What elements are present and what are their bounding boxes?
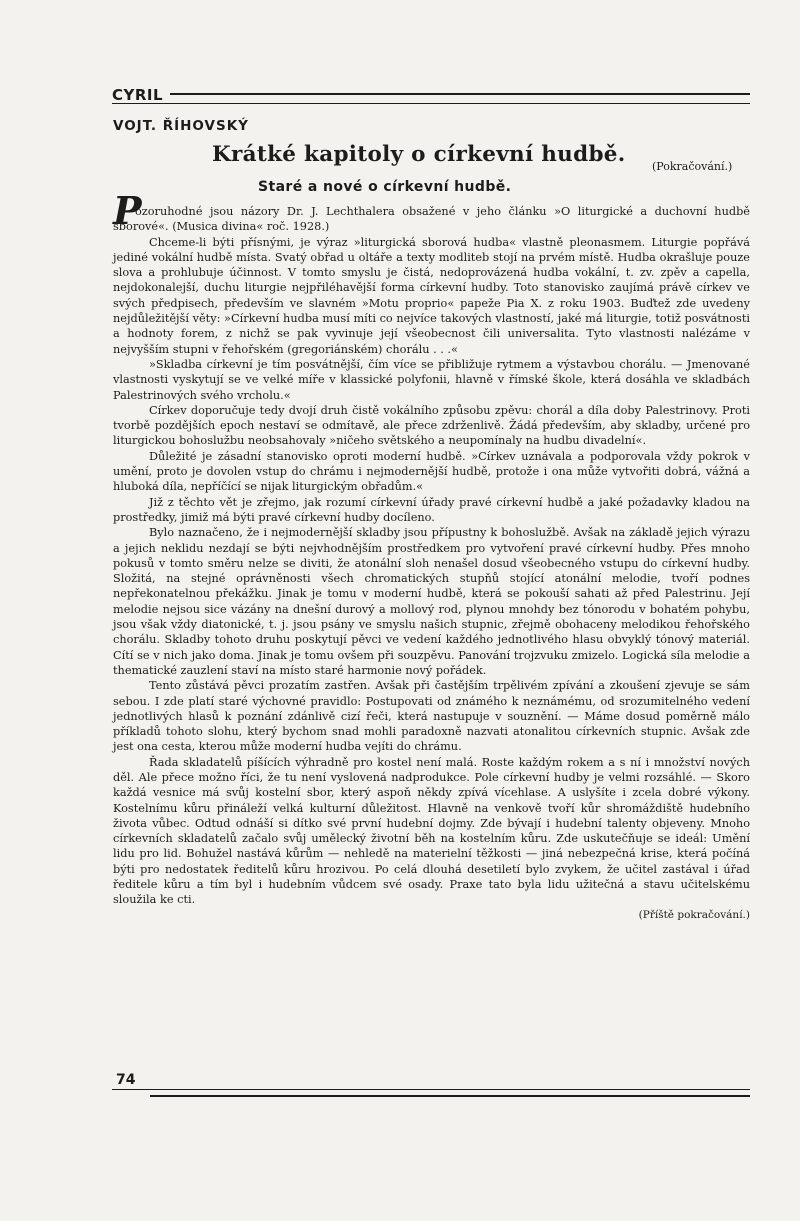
paragraph: »Skladba církevní je tím posvátnější, čím více se přibližuje rytmem a výstavbou chorálu. — Jmenované vlastnosti vyskytují se ve velké míře v klassické polyfonii, hlavně v římské škole, která dosáhla ve skladbách Palestrinových svého vrcholu.«	[113, 357, 750, 402]
header-rule	[170, 93, 750, 95]
next-continuation-note: (Příště pokračování.)	[638, 908, 750, 921]
drop-cap: P	[113, 188, 142, 233]
footer-rule-thin	[112, 1089, 750, 1090]
paragraph: Chceme-li býti přísnými, je výraz »liturgická sborová hudba« vlastně pleonasmem. Liturgie popřává jediné vokální hudbě místa. Svatý obřad u oltáře a texty modliteb stojí na prvém místě. Hudba okrašluje pouze slova a prohlubuje účinnost. V tomto smyslu je čistá, nedoprovázená hudba vokální, t. zv. zpěv a capella, nejdokonalejší, duchu liturgie nejpřiléhavější forma církevní hudby. Toto stanovisko zaujímá právě církev ve svých předpisech, především ve slavném »Motu proprio« papeže Pia X. z roku 1903. Buďtež zde uvedeny nejdůležitější věty: »Církevní hudba musí míti co nejvíce takových vlastností, jaké má liturgie, totiž posvátnosti a hodnoty forem, z nichž se pak vyvinuje její všeobecnost čili universalita. Tyto vlastnosti nalézáme v nejvyšším stupni v řehořském (gregoriánském) chorálu . . .«	[113, 235, 750, 356]
article-subtitle: Staré a nové o církevní hudbě.	[258, 179, 512, 195]
continuation-note: (Pokračování.)	[652, 160, 733, 173]
paragraph: Řada skladatelů píšících výhradně pro kostel není malá. Roste každým rokem a s ní i množství nových děl. Ale přece možno říci, že tu není vyslovená nadprodukce. Pole církevní hudby je velmi rozsáhlé. — Skoro každá vesnice má svůj kostelní sbor, který aspoň někdy zpívá vícehlase. A uslyšíte i zcela dobré výkony. Kostelnímu kůru přináleží velká kulturní důležitost. Hlavně na venkově tvoří kůr shromáždiště hudebního života vůbec. Odtud odnáší si dítko své první hudební dojmy. Zde bývají i hudební talenty objeveny. Mnoho církevních skladatelů začalo svůj umělecký životní běh na kostelním kůru. Zde uskutečňuje se ideál: Umění lidu pro lid. Bohužel nastává kůrům — nehledě na materielní těžkosti — jiná nebezpečná krise, která počíná býti pro nedostatek ředitelů kůru hrozivou. Po celá dlouhá desetiletí bylo zvykem, že učitel zastával i úřad ředitele kůru a tím byl i hudebním vůdcem své osady. Praxe tato byla lidu užitečná a stavu učitelskému sloužila ke cti.	[113, 755, 750, 907]
paragraph: Tento zůstává pěvci prozatím zastřen. Avšak při častějším trpělivém zpívání a zkoušení zjevuje se sám sebou. I zde platí staré výchovné pravidlo: Postupovati od známého k neznámému, od srozumitelného vedení jednotlivých hlasů k poznání zdánlivě cizí řeči, která nastupuje v souznění. — Máme dosud poměrně málo příkladů tohoto slohu, který bychom snad mohli paradoxně nazvati atonalitou církevních stupnic. Avšak zde jest ona cesta, kterou může moderní hudba vejíti do chrámu.	[113, 679, 750, 754]
paragraph: Již z těchto vět je zřejmo, jak rozumí církevní úřady pravé církevní hudbě a jaké požadavky kladou na prostředky, jimiž má býti pravé církevní hudby docíleno.	[113, 495, 750, 524]
paragraph: Církev doporučuje tedy dvojí druh čistě vokálního způsobu zpěvu: chorál a díla doby Palestrinovy. Proti tvorbě pozdějších epoch nestaví se odmítavě, ale přece zdrženlivě. Žádá především, aby skladby, určené pro liturgickou bohoslužbu neobsahovaly »ničeho světského a neupomínaly na hudbu divadelní«.	[113, 403, 750, 448]
page-number: 74	[116, 1072, 136, 1088]
header-rule-thin	[112, 103, 750, 104]
article-body	[113, 204, 750, 923]
journal-name: CYRIL	[112, 86, 164, 104]
paragraph: Bylo naznačeno, že i nejmodernější skladby jsou přípustny k bohoslužbě. Avšak na základě jejich výrazu a jejich neklidu nezdají se býti nejvhodnějším prostředkem pro vytvoření pravé církevní hudby. Přes mnoho pokusů v tomto směru nelze se diviti, že atonální sloh nenašel dosud všeobecného vstupu do církevní hudby. Složitá, na stejné oprávněnosti všech chromatických stupňů stojící atonální melodie, tvoří podnes nepřekonatelnou překážku. Jinak je tomu v moderní hudbě, která se pokouší sahati až před Palestrinu. Její melodie nejsou sice vázány na dnešní durový a mollový rod, plynou mnohdy bez tónorodu v bohatém pohybu, jsou však vždy diatonické, t. j. jsou psány ve smyslu našich stupnic, zřejmě obohaceny melodikou řehořského chorálu. Skladby tohoto druhu poskytují pěvci ve vedení každého jednotlivého hlasu obvyklý tónový materiál. Cítí se v nich jako doma. Jinak je tomu ovšem při souzpěvu. Panování trojzvuku zmizelo. Logická síla melodie a thematické zauzlení staví na místo staré harmonie nový pořádek.	[113, 526, 750, 677]
author-name: VOJT. ŘÍHOVSKÝ	[113, 118, 249, 134]
footer-rule	[150, 1095, 750, 1097]
paragraph: Důležité je zásadní stanovisko oproti moderní hudbě. »Církev uznávala a podporovala vždy pokrok v umění, proto je dovolen vstup do chrámu i nejmodernější hudbě, protože i ona může vytvořiti dobrá, vážná a hluboká díla, nepříčící se nijak liturgickým obřadům.«	[113, 449, 750, 494]
paragraph: ozoruhodné jsou názory Dr. J. Lechthalera obsažené v jeho článku »O liturgické a duchovní hudbě sborové«. (Musica divina« roč. 1928.)	[113, 205, 750, 234]
article-title: Krátké kapitoly o církevní hudbě.	[212, 142, 626, 167]
